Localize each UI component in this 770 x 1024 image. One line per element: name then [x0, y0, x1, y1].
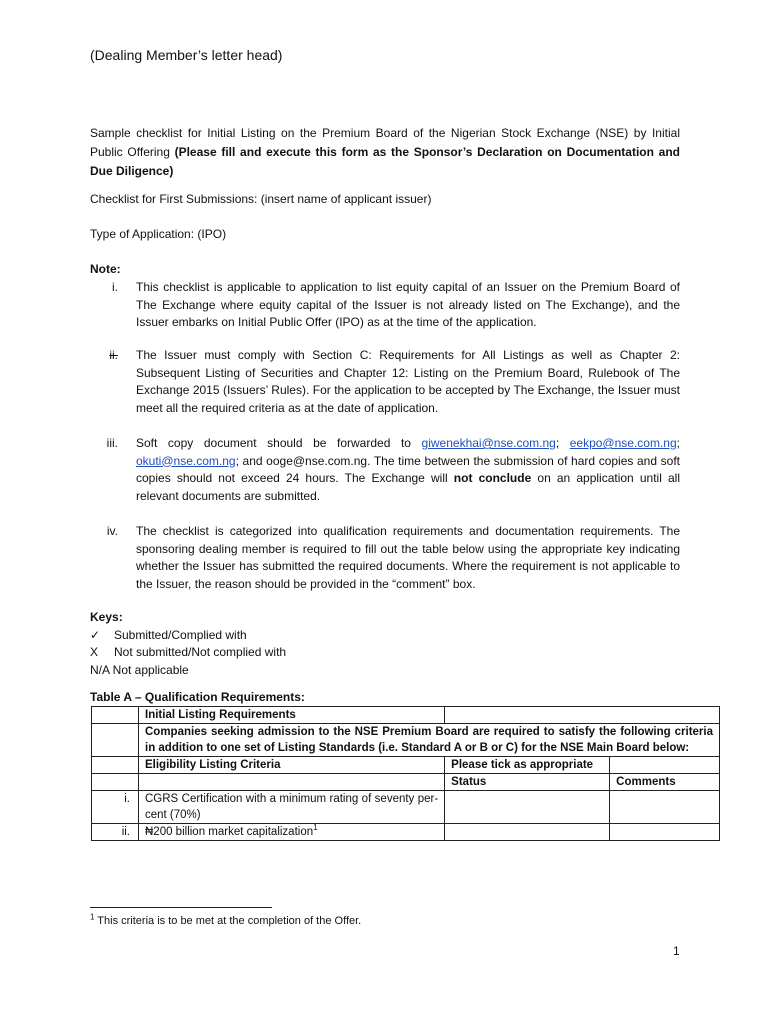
- table-row: [92, 724, 720, 757]
- row-text: CGRS Certification with a minimum rating of seventy per-cent (70%): [139, 791, 445, 824]
- separator: ;: [555, 436, 570, 450]
- intro-bold: (Please fill and execute this form as the Sponsor’s Declaration on Documentation and Due Diligence): [90, 145, 680, 178]
- note-item: [90, 435, 680, 507]
- status-cell[interactable]: [445, 824, 610, 841]
- table-row: [92, 774, 720, 791]
- table-row: [92, 707, 720, 724]
- status-cell[interactable]: [445, 791, 610, 824]
- table-cell: [92, 757, 139, 774]
- intro-text: Sample checklist for Initial Listing on the Premium Board of the Nigerian Stock Exchange (NSE) by Initial Public Offering: [90, 126, 680, 159]
- table-cell: [445, 707, 720, 724]
- key-item: [90, 644, 286, 662]
- criteria-text: Companies seeking admission to the NSE Premium Board are required to satisfy the following criteria in addition to one set of Listing Standards (i.e. Standard A or B or C) for the NSE Main Board below:: [139, 724, 720, 757]
- table-cell: [139, 774, 445, 791]
- table-cell: [92, 707, 139, 724]
- key-item: [90, 662, 286, 680]
- table-title: Table A – Qualification Requirements:: [90, 690, 305, 704]
- table-cell: [92, 724, 139, 757]
- email-link[interactable]: okuti@nse.com.ng: [136, 453, 236, 468]
- key-label: Not submitted/Not complied with: [114, 645, 287, 659]
- note-item: [90, 279, 680, 333]
- tick-header: Please tick as appropriate: [445, 757, 610, 774]
- note-text: [136, 435, 680, 505]
- footnote-text: This criteria is to be met at the completion of the Offer.: [94, 915, 362, 927]
- email-link[interactable]: giwenekhai@nse.com.ng: [421, 436, 556, 450]
- footnote-divider: [90, 907, 272, 908]
- eligibility-header: Eligibility Listing Criteria: [139, 757, 445, 774]
- note-number: iii.: [106, 436, 118, 450]
- note-text-part: ; and ooge@nse.com.ng. The time between the submission of hard copies and soft copies should not exceed 24 hours. The Exchange will: [136, 453, 680, 485]
- keys-section: [90, 609, 286, 679]
- note-text: This checklist is applicable to application to list equity capital of an Issuer on the Premium Board of The Exchange where equity capital of the Issuer is not already listed on The Exchange), and the Issuer embarks on Initial Public Offer (IPO) as at the time of the application.: [136, 280, 680, 329]
- key-label: N/A Not applicable: [90, 662, 189, 677]
- table-header: Initial Listing Requirements: [139, 707, 445, 724]
- email-link[interactable]: eekpo@nse.com.ng: [569, 436, 677, 450]
- table-row: [92, 757, 720, 774]
- table-cell: [610, 757, 720, 774]
- key-label: Submitted/Complied with: [114, 627, 247, 642]
- footnote: [90, 912, 362, 927]
- table-row: [92, 791, 720, 824]
- comments-header: Comments: [610, 774, 720, 791]
- footnote-ref: 1: [313, 823, 318, 833]
- letterhead: (Dealing Member’s letter head): [90, 47, 283, 63]
- footnote-marker: 1: [90, 912, 95, 922]
- separator: ;: [676, 436, 680, 450]
- x-icon: X: [90, 645, 99, 659]
- note-text-part: on an application until all relevant documents are submitted.: [136, 471, 680, 503]
- comments-cell[interactable]: [610, 824, 720, 841]
- type-line: Type of Application: (IPO): [90, 227, 227, 241]
- note-text: The checklist is categorized into qualification requirements and documentation requirements. The sponsoring dealing member is required to fill out the table below using the appropriate key indicating whether the Issuer has submitted the required documents. Where the requirement is not applicable to the Issuer, the reason should be provided in the “comment” box.: [136, 524, 680, 591]
- note-item: [90, 347, 680, 419]
- comments-cell[interactable]: [610, 791, 720, 824]
- row-text-cell: [139, 824, 445, 841]
- intro-paragraph: [90, 124, 680, 181]
- note-item: [90, 523, 680, 595]
- key-item: [90, 627, 286, 645]
- row-text: ₦200 billion market capitalization: [145, 826, 314, 838]
- note-text: The Issuer must comply with Section C: Requirements for All Listings as well as Chapter 2: Subsequent Listing of Securities and Chapter 12: Listing on the Premium Board, Rulebook of The Exchange 2015 (Issuers’ Rules). For the application to be accepted by The Exchange, the Issuer must meet all the required criteria as at the date of application.: [136, 348, 680, 415]
- row-number: i.: [92, 791, 139, 824]
- check-icon: ✓: [90, 627, 101, 642]
- note-text-part: Soft copy document should be forwarded to: [136, 436, 422, 450]
- table-cell: [92, 774, 139, 791]
- qualification-table: [91, 706, 720, 841]
- row-number: ii.: [92, 824, 139, 841]
- page-number: 1: [673, 944, 680, 958]
- note-number: i.: [112, 280, 118, 294]
- note-number: ii.: [109, 348, 118, 362]
- note-number: iv.: [106, 524, 118, 538]
- status-header: Status: [445, 774, 610, 791]
- keys-title: Keys:: [90, 610, 123, 624]
- table-row: [92, 824, 720, 841]
- note-title: Note:: [90, 262, 121, 276]
- checklist-line: Checklist for First Submissions: (insert name of applicant issuer): [90, 192, 432, 206]
- note-bold: not conclude: [453, 471, 532, 485]
